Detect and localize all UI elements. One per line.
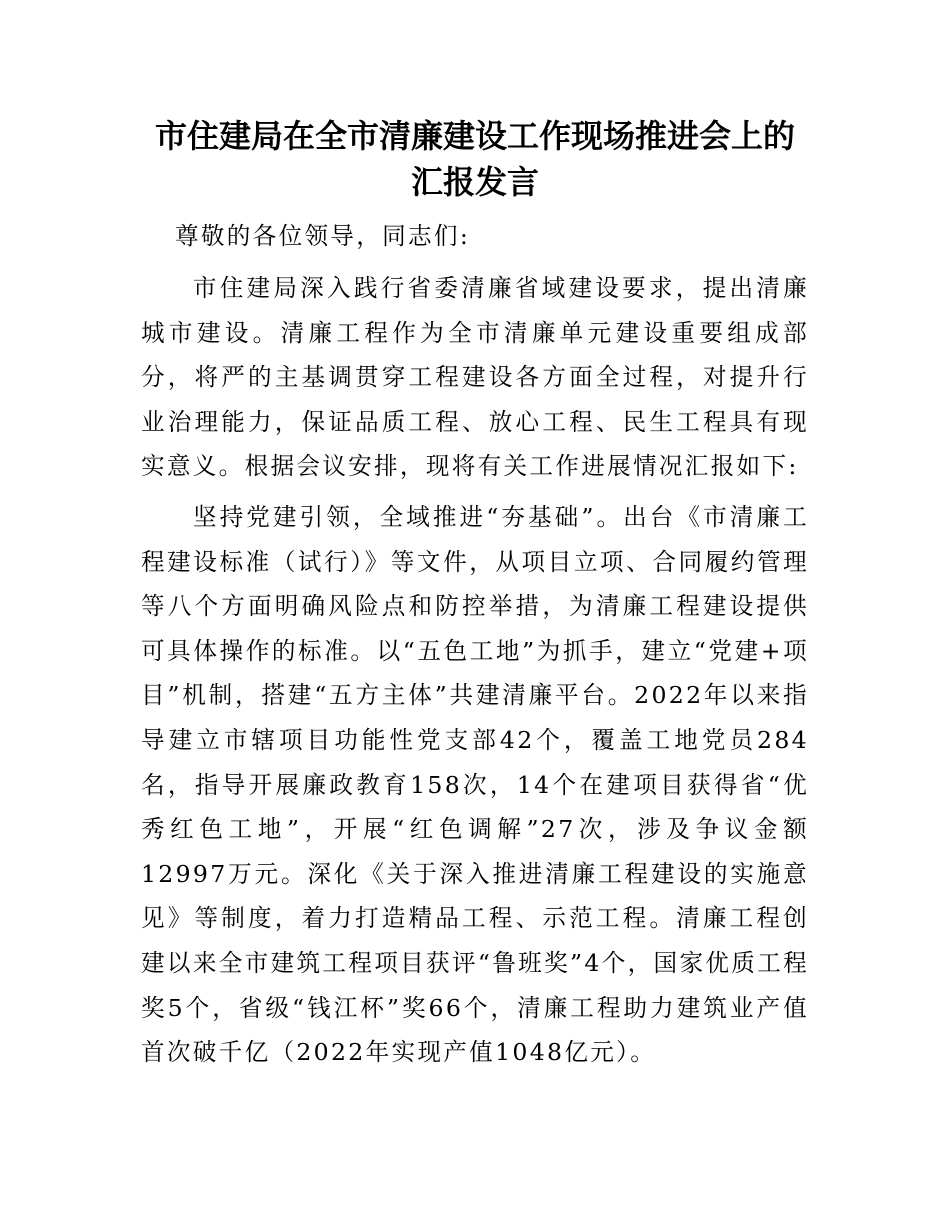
greeting: 尊敬的各位领导，同志们: bbox=[175, 222, 471, 250]
paragraph-intro: 市住建局深入践行省委清廉省域建设要求，提出清廉城市建设。清廉工程作为全市清廉单元建设重要组成部分，将严的主基调贯穿工程建设各方面全过程，对提升行业治理能力，保证品质工程、放心工程、民生工程具有现实意义。根据会议安排，现将有关工作进展情况汇报如下: bbox=[141, 274, 809, 481]
paragraph-party-building: 坚持党建引领，全域推进“夯基础”。出台《市清廉工程建设标准（试行）》等文件，从项目立项、合同履约管理等八个方面明确风险点和防控举措，为清廉工程建设提供可具体操作的标准。以“五色工地”为抓手，建立“党建+项目”机制，搭建“五方主体”共建清廉平台。2022年以来指导建立市辖项目功能性党支部42个，覆盖工地党员284名，指导开展廉政教育158次，14个在建项目获得省“优秀红色工地”，开展“红色调解”27次，涉及争议金额12997万元。深化《关于深入推进清廉工程建设的实施意见》等制度，着力打造精品工程、示范工程。清廉工程创建以来全市建筑工程项目获评“鲁班奖”4个，国家优质工程奖5个，省级“钱江杯”奖66个，清廉工程助力建筑业产值首次破千亿（2022年实现产值1048亿元）。 bbox=[141, 503, 809, 1067]
document-title-line-2: 汇报发言 bbox=[410, 163, 539, 201]
document-title-line-1: 市住建局在全市清廉建设工作现场推进会上的 bbox=[154, 117, 795, 155]
